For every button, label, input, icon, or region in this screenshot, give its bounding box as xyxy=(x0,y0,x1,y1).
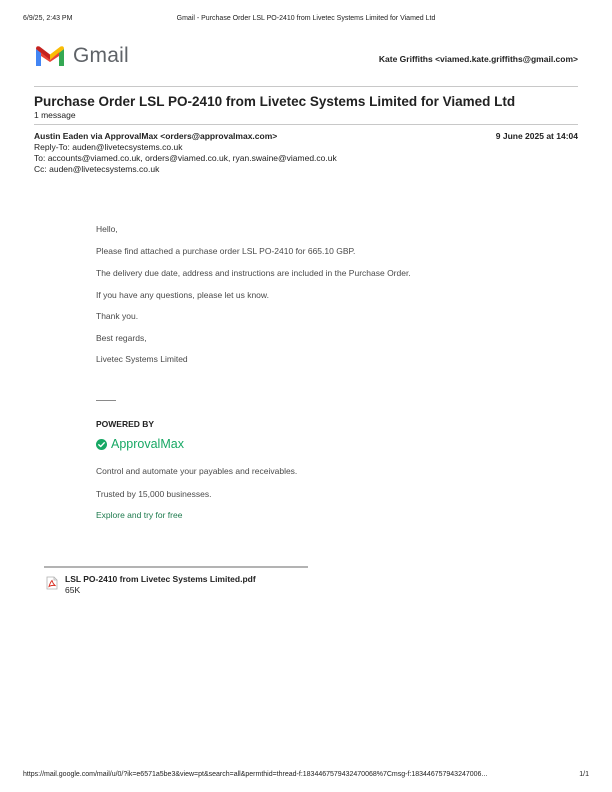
powered-by-label: POWERED BY xyxy=(96,419,155,429)
body-line: Please find attached a purchase order LSL PO-2410 for 665.10 GBP. xyxy=(96,246,356,256)
body-thanks: Thank you. xyxy=(96,311,139,321)
print-footer-url: https://mail.google.com/mail/u/0/?ik=e6571a5be3&view=pt&search=all&permthid=thread-f:1834467579432470068%7Cmsg-f:183446757943247006... xyxy=(23,771,488,778)
promo-trusted: Trusted by 15,000 businesses. xyxy=(96,489,212,499)
reply-to: Reply-To: auden@livetecsystems.co.uk xyxy=(34,142,183,152)
message-date: 9 June 2025 at 14:04 xyxy=(495,131,578,141)
recipients-to: To: accounts@viamed.co.uk, orders@viamed.co.uk, ryan.swaine@viamed.co.uk xyxy=(34,153,337,163)
pdf-icon[interactable] xyxy=(46,576,58,595)
sender: Austin Eaden via ApprovalMax <orders@approvalmax.com> xyxy=(34,131,278,141)
body-greeting: Hello, xyxy=(96,224,118,234)
body-line: The delivery due date, address and instructions are included in the Purchase Order. xyxy=(96,268,411,278)
attachment-size: 65K xyxy=(65,585,81,595)
print-title: Gmail - Purchase Order LSL PO-2410 from Livetec Systems Limited for Viamed Ltd xyxy=(176,15,436,22)
thread-subject: Purchase Order LSL PO-2410 from Livetec Systems Limited for Viamed Ltd xyxy=(34,94,516,109)
gmail-logo xyxy=(34,44,129,68)
explore-link[interactable]: Explore and try for free xyxy=(96,510,183,520)
gmail-wordmark: Gmail xyxy=(73,44,129,67)
promo-tagline: Control and automate your payables and receivables. xyxy=(96,466,298,476)
attachment-name[interactable]: LSL PO-2410 from Livetec Systems Limited.pdf xyxy=(65,574,256,584)
body-line: If you have any questions, please let us know. xyxy=(96,290,269,300)
approvalmax-logo xyxy=(96,437,184,451)
approvalmax-wordmark: ApprovalMax xyxy=(111,437,184,451)
gmail-m-icon xyxy=(34,44,66,68)
body-signature: Livetec Systems Limited xyxy=(96,354,188,364)
message-count: 1 message xyxy=(34,110,76,120)
account-name: Kate Griffiths <viamed.kate.griffiths@gmail.com> xyxy=(378,54,578,64)
recipients-cc: Cc: auden@livetecsystems.co.uk xyxy=(34,164,160,174)
thread-divider xyxy=(34,124,578,125)
body-closing: Best regards, xyxy=(96,333,147,343)
check-circle-icon xyxy=(96,439,107,450)
attachment-divider xyxy=(44,566,308,568)
header-divider xyxy=(34,86,578,87)
print-page-number: 1/1 xyxy=(579,771,589,778)
signature-divider xyxy=(96,400,116,401)
print-datetime: 6/9/25, 2:43 PM xyxy=(23,15,73,22)
